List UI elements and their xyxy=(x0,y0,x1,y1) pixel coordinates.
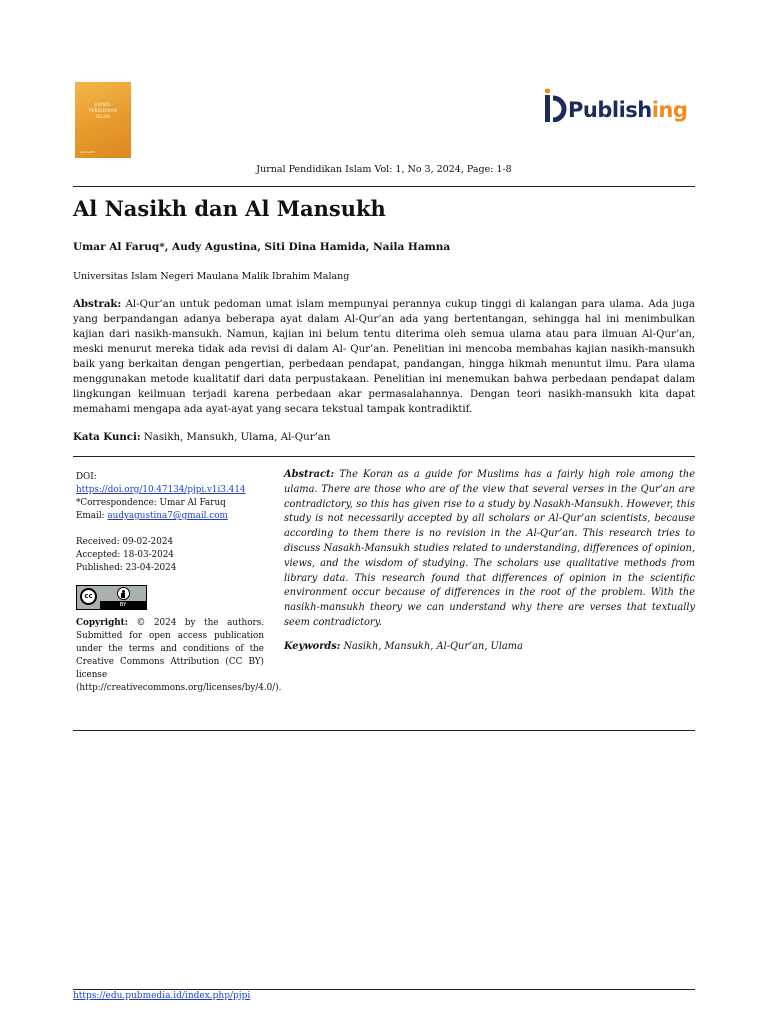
copyright-text: © 2024 by the authors. Submitted for open access publication under the terms and conditions of the Creative Commons Attribution (CC BY) license (http://creativecommons.org/licenses/by/4.0/). xyxy=(76,618,282,693)
kata-kunci-text: Nasikh, Mansukh, Ulama, Al-Qur’an xyxy=(143,432,331,443)
publishing-logo-text: Publishing xyxy=(568,98,688,122)
cover-title-line-1: JURNAL xyxy=(94,102,112,107)
paper-title: Al Nasikh dan Al Mansukh xyxy=(73,196,386,221)
author-list: Umar Al Faruq*, Audy Agustina, Siti Dina Hamida, Naila Hamna xyxy=(73,241,451,253)
keywords-label: Keywords: xyxy=(284,640,341,652)
copyright-label: Copyright: xyxy=(76,618,128,628)
article-metadata-sidebar xyxy=(76,471,282,695)
section-divider-top xyxy=(73,456,695,457)
correspondence-line: *Correspondence: Umar Al Faruq xyxy=(76,498,226,508)
cover-title-line-3: ISLAM xyxy=(96,114,110,119)
publishing-logo xyxy=(545,86,687,122)
abstrak-paragraph xyxy=(73,297,695,417)
english-abstract-paragraph xyxy=(284,468,695,631)
attribution-person-icon xyxy=(117,587,130,600)
doi-link[interactable]: https://doi.org/10.47134/pjpi.v1i3.414 xyxy=(76,485,246,495)
cc-by-label: BY xyxy=(100,601,146,609)
kata-kunci-line xyxy=(73,431,330,443)
english-abstract-label: Abstract: xyxy=(284,469,335,480)
keywords-line xyxy=(284,640,695,655)
email-line xyxy=(76,510,264,523)
journal-citation-line: Jurnal Pendidikan Islam Vol: 1, No 3, 2024, Page: 1-8 xyxy=(256,164,512,175)
kata-kunci-label: Kata Kunci: xyxy=(73,431,141,443)
abstrak-label: Abstrak: xyxy=(73,298,122,310)
publishing-logo-icon xyxy=(545,88,567,122)
creative-commons-icon: cc xyxy=(80,588,97,605)
email-label: Email: xyxy=(76,511,105,521)
cover-publisher: pubmedia xyxy=(80,150,96,154)
received-date: Received: 09-02-2024 xyxy=(76,537,174,547)
journal-cover-thumbnail xyxy=(75,82,131,158)
section-divider-bottom xyxy=(73,730,695,731)
abstrak-text: Al-Qur’an untuk pedoman umat islam mempunyai perannya cukup tinggi di kalangan para ulama. Ada juga yang berpandangan adanya beberapa ayat dalam Al-Qur’an ada yang bertentangan, sehingga hal ini menimbulkan kajian dari nasikh-mansukh. Namun, kajian ini belum tentu diterima oleh semua ulama atau para ilmuan Al-Qur’an, meski menurut mereka tidak ada revisi di dalam Al- Qur’an. Penelitian ini mencoba membahas kajian nasikh-mansukh baik yang berkaitan dengan pengertian, perbedaan pendapat, pandangan, hingga hikmah menuntut ilmu. Para ulama menggunakan metode kualitatif dari data perpustakaan. Penelitian ini menemukan bahwa perbedaan pendapat dalam lingkungan keilmuan terjadi karena perbedaan akar permasalahannya. Dengan teori nasikh-mansukh kita dapat memahami mengapa ada ayat-ayat yang secara tekstual tampak kontradiktif. xyxy=(73,299,695,415)
english-abstract-text: The Koran as a guide for Muslims has a fairly high role among the ulama. There are those who are of the view that several verses in the Qur’an are contradictory, so this has given rise to a study by Nasakh-Mansukh. However, this study is not necessarily accepted by all scholars or Al-Qur’an scientists, because according to them there is no revision in the Al-Qur’an. This research tries to discuss Nasakh-Mansukh studies related to understanding, differences of opinion, views, and the wisdom of studying. The scholars use qualitative methods from library data. This research found that differences of opinion in the scientific environment occur because of differences in the root of the problem. With the nasikh-mansukh theory we can understand why there are verses that textually seem contradictory. xyxy=(284,469,695,628)
cc-by-license-badge[interactable] xyxy=(76,585,147,610)
published-date: Published: 23-04-2024 xyxy=(76,563,177,573)
keywords-text: Nasikh, Mansukh, Al-Qur’an, Ulama xyxy=(343,640,523,652)
email-link[interactable]: audyagustina7@gmail.com xyxy=(107,511,228,521)
cover-title-line-2: PENDIDIKAN xyxy=(89,108,117,113)
header-divider xyxy=(73,186,695,187)
accepted-date: Accepted: 18-03-2024 xyxy=(76,550,174,560)
affiliation: Universitas Islam Negeri Maulana Malik Ibrahim Malang xyxy=(73,271,350,282)
footer-divider xyxy=(73,989,695,990)
copyright-notice xyxy=(76,617,282,695)
doi-label: DOI: xyxy=(76,472,97,482)
footer-journal-url[interactable]: https://edu.pubmedia.id/index.php/pjpi xyxy=(73,991,251,1001)
article-dates xyxy=(76,536,264,575)
english-abstract-column xyxy=(284,468,695,655)
